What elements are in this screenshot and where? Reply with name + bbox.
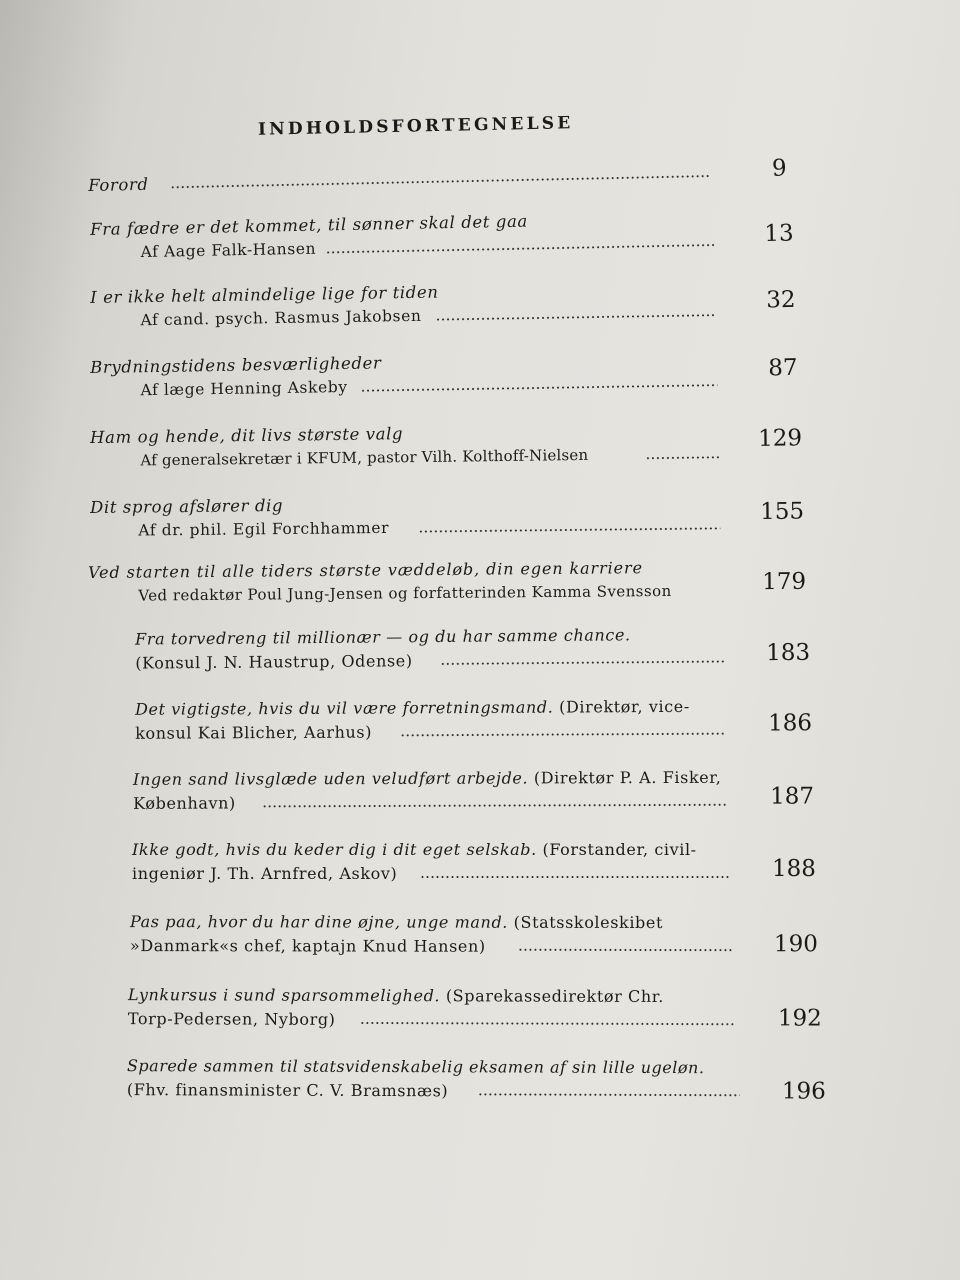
toc-entry <box>0 622 960 690</box>
entry-title-text: Fra torvedreng til millionær — og du har samme chance. <box>134 625 631 649</box>
entry-title <box>135 697 690 719</box>
toc-entry <box>0 912 960 974</box>
dot-leader <box>418 527 720 532</box>
entry-author: Af læge Henning Askeby <box>140 377 348 400</box>
entry-author: Ved redaktør Poul Jung-Jensen og forfatterinden Kamma Svensson <box>138 581 672 605</box>
entry-author: konsul Kai Blicher, Aarhus) <box>135 722 373 743</box>
entry-author: København) <box>133 793 236 813</box>
entry-title: Forord <box>88 174 149 196</box>
entry-title-rest: (Statsskoleskibet <box>507 912 664 933</box>
toc-entry <box>0 695 960 760</box>
toc-entry <box>0 985 960 1048</box>
toc-entry <box>0 489 960 559</box>
page-number: 190 <box>773 931 818 958</box>
entry-author: Af Aage Falk-Hansen <box>140 239 317 262</box>
entry-title-rest: (Direktør P. A. Fisker, <box>528 767 722 788</box>
toc-heading: INDHOLDSFORTEGNELSE <box>257 113 574 140</box>
page-number: 13 <box>764 220 794 248</box>
page-number: 186 <box>768 710 813 737</box>
dot-leader <box>440 660 725 664</box>
page-number: 183 <box>766 639 811 667</box>
entry-title: Dit sprog afslører dig <box>90 495 284 517</box>
entry-title: Brydningstidens besværligheder <box>90 353 382 377</box>
toc-entry <box>0 1056 960 1119</box>
dot-leader <box>420 876 730 878</box>
entry-title <box>127 1056 705 1077</box>
toc-entry <box>0 274 960 349</box>
entry-author: (Fhv. finansminister C. V. Bramsnæs) <box>126 1080 449 1101</box>
entry-author: Torp-Pedersen, Nyborg) <box>127 1009 336 1029</box>
entry-title: Ham og hende, dit livs største valg <box>90 424 404 447</box>
entry-title <box>135 625 631 648</box>
entry-title: Fra fædre er det kommet, til sønner skal det gaa <box>90 211 529 239</box>
page-number: 155 <box>760 498 805 525</box>
dot-leader <box>326 244 716 253</box>
page-number: 87 <box>768 354 798 382</box>
toc-entry <box>0 417 960 489</box>
entry-title-text: Lynkursus i sund sparsommelighed. <box>127 985 441 1006</box>
dot-leader <box>262 804 728 808</box>
dot-leader <box>360 1022 736 1025</box>
page-number: 32 <box>766 286 796 314</box>
entry-title-text: Ikke godt, hvis du keder dig i dit eget selskab. <box>132 840 537 859</box>
toc-entry <box>0 344 960 419</box>
page-number: 179 <box>762 568 807 596</box>
entry-title <box>130 912 663 932</box>
page-number: 188 <box>772 856 816 882</box>
toc-entry <box>0 840 960 900</box>
entry-author: (Konsul J. N. Haustrup, Odense) <box>135 651 413 673</box>
entry-author: Af dr. phil. Egil Forchhammer <box>138 518 390 540</box>
dot-leader <box>478 1093 740 1096</box>
dot-leader <box>170 175 710 188</box>
entry-title-text: Det vigtigste, hvis du vil være forretningsmand. <box>134 697 554 719</box>
entry-title-text: Sparede sammen til statsvidenskabelig eksamen af sin lille ugeløn. <box>126 1056 705 1078</box>
page-number: 192 <box>777 1005 822 1032</box>
entry-title <box>133 768 722 789</box>
dot-leader <box>518 949 732 951</box>
entry-title-rest: (Sparekassedirektør Chr. <box>440 986 664 1007</box>
entry-title-rest: (Direktør, vice- <box>553 696 690 717</box>
page-number: 196 <box>781 1078 826 1105</box>
entry-author: ingeniør J. Th. Arnfred, Askov) <box>132 864 398 883</box>
entry-title-rest: (Forstander, civil- <box>536 840 697 859</box>
entry-title <box>132 840 697 859</box>
entry-title <box>128 985 664 1006</box>
dot-leader <box>400 733 725 737</box>
page-number: 9 <box>771 155 787 182</box>
toc-entry <box>0 767 960 830</box>
entry-author: Af generalsekretær i KFUM, pastor Vilh. Kolthoff-Nielsen <box>140 445 589 470</box>
toc-entry <box>0 555 960 623</box>
entry-title: Ved starten til alle tiders største væddeløb, din egen karriere <box>88 558 644 583</box>
entry-title-text: Ingen sand livsglæde uden veludført arbejde. <box>132 768 529 789</box>
dot-leader <box>436 314 716 320</box>
page-number: 187 <box>770 783 815 810</box>
dot-leader <box>645 456 720 459</box>
entry-author: »Danmark«s chef, kaptajn Knud Hansen) <box>129 936 486 956</box>
entry-title-text: Pas paa, hvor du har dine øjne, unge mand. <box>129 912 509 932</box>
page-number: 129 <box>758 425 803 452</box>
dot-leader <box>361 384 718 392</box>
entry-title: I er ikke helt almindelige lige for tiden <box>90 282 439 307</box>
entry-author: Af cand. psych. Rasmus Jakobsen <box>140 306 422 330</box>
